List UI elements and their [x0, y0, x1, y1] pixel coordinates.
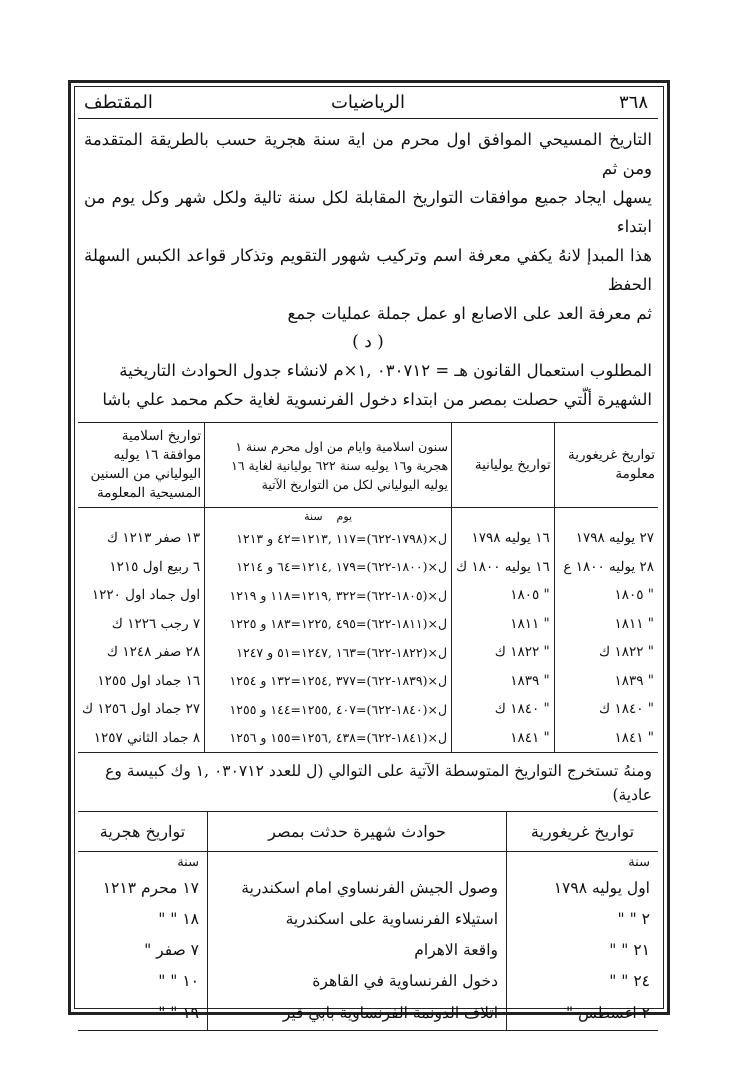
gregorian-cell: ٢٨ يوليه ١٨٠٠ ع: [563, 558, 654, 575]
intro-line: ثم معرفة العد على الاصابع او عمل جملة عمليات جمع: [287, 304, 652, 323]
table-row: [78, 610, 658, 639]
julian-cell: " ١٨٠٥: [452, 581, 555, 610]
gregorian-cell: ٢٤ " ": [609, 971, 650, 990]
table-row: [78, 553, 658, 582]
unit-year: سنة: [304, 509, 323, 523]
intro-line: التاريخ المسيحي الموافق اول محرم من اية سنة هجرية حسب بالطريقة المتقدمة ومن ثم: [84, 130, 652, 178]
table-row: [78, 903, 658, 934]
conversion-table: [78, 422, 658, 753]
event-cell: وصول الجيش الفرنساوي امام اسكندرية: [208, 872, 507, 903]
section-label: ( د ): [352, 332, 384, 352]
table-row: [78, 638, 658, 667]
gregorian-cell: ٢ " ": [617, 909, 650, 928]
col-julian-header: تواريخ يوليانية: [452, 423, 555, 508]
journal-name: المقتطف: [84, 92, 153, 113]
gregorian-cell: " ١٨٢٢ ك: [599, 644, 654, 661]
julian-cell: " ١٨٤٠ ك: [452, 695, 555, 724]
hijri-cell: ١٠ " ": [78, 965, 208, 996]
unit-year: سنة: [78, 852, 208, 873]
hijri-cell: اول جماد اول ١٢٢٠: [78, 581, 205, 610]
gregorian-cell: " ١٨٣٩: [614, 672, 654, 689]
hijri-cell: ٦ ربيع اول ١٢١٥: [78, 553, 205, 582]
table-row: [78, 872, 658, 903]
table-row: [78, 934, 658, 965]
intro-paragraph: [78, 119, 658, 328]
task-line: المطلوب استعمال القانون هـ = ٠٣٠٧١٢ ,١×م لانشاء جدول الحوادث التاريخية: [119, 361, 652, 380]
events-table: [78, 811, 658, 1031]
calc-cell: ل×(١٨٣٩-٦٢٢)=٣٧٧ ,١٢٥٤=١٣٢ و ١٢٥٤: [205, 667, 452, 696]
table-row: [78, 667, 658, 696]
event-cell: اتلاف الدونمة الفرنساوية بابي قير: [208, 996, 507, 1031]
section-title: الرياضيات: [330, 92, 406, 113]
hijri-cell: ٧ صفر ": [78, 934, 208, 965]
intro-line: يسهل ايجاد جميع موافقات التواريخ المقابلة لكل سنة تالية ولكل شهر وكل يوم من ابتداء: [84, 188, 652, 236]
calc-cell: ل×(١٨٠٥-٦٢٢)=٣٢٢ ,١٢١٩=١١٨ و ١٢١٩: [205, 581, 452, 610]
gregorian-cell: " ١٨١١: [614, 615, 654, 632]
col-gregorian-header: تواريخ غريغورية: [507, 812, 659, 852]
col-gregorian-header: تواريخ غريغورية معلومة: [554, 423, 658, 508]
units-label: [205, 508, 452, 525]
hijri-cell: ١٦ جماد اول ١٢٥٥: [78, 667, 205, 696]
gregorian-cell: ٢١ " ": [609, 940, 650, 959]
table-row: [78, 695, 658, 724]
event-cell: دخول الفرنساوية في القاهرة: [208, 965, 507, 996]
calc-cell: ل×(١٨١١-٦٢٢)=٤٩٥ ,١٢٢٥=١٨٣ و ١٢٢٥: [205, 610, 452, 639]
julian-cell: " ١٨٤١: [452, 724, 555, 753]
gregorian-cell: ٢ اغسطس ": [507, 996, 659, 1031]
julian-cell: ١٦ يوليه ١٨٠٠ ك: [452, 553, 555, 582]
hijri-cell: ٢٨ صفر ١٢٤٨ ك: [78, 638, 205, 667]
hijri-cell: ٢٧ جماد اول ١٢٥٦ ك: [78, 695, 205, 724]
unit-year: سنة: [628, 854, 650, 870]
hijri-cell: ١٨ " ": [78, 903, 208, 934]
gregorian-cell: اول يوليه ١٧٩٨: [553, 878, 650, 897]
julian-cell: " ١٨٢٢ ك: [452, 638, 555, 667]
hijri-cell: ١٣ صفر ١٢١٣ ك: [78, 524, 205, 553]
julian-cell: " ١٨١١: [452, 610, 555, 639]
event-cell: استيلاء الفرنساوية على اسكندرية: [208, 903, 507, 934]
col-calc-header: سنون اسلامية وايام من اول محرم سنة ١ هجرية و١٦ يوليه سنة ٦٢٢ يوليانية لغاية ١٦ يوليه اليولياني لكل من التواريخ الآتية: [205, 423, 452, 508]
calc-cell: ل×(١٧٩٨-٦٢٢)=١١٧ ,١٢١٣=٤٢ و ١٢١٣: [205, 524, 452, 553]
table-row: [78, 996, 658, 1031]
hijri-cell: ١٧ محرم ١٢١٣: [78, 872, 208, 903]
intro-line: هذا المبدإ لانهُ يكفي معرفة اسم وتركيب شهور التقويم وتذكار قواعد الكبس السهلة الحفظ: [84, 246, 652, 294]
running-header: [78, 90, 658, 119]
col-hijri-header: تواريخ هجرية: [78, 812, 208, 852]
julian-cell: " ١٨٣٩: [452, 667, 555, 696]
table-note: ومنهُ تستخرج التواريخ المتوسطة الآتية على التوالي (ل للعدد ٠٣٠٧١٢ ,١ وك كبيسة وع عادية): [105, 762, 652, 804]
calc-cell: ل×(١٨٢٢-٦٢٢)=١٦٣ ,١٢٤٧=٥١ و ١٢٤٧: [205, 638, 452, 667]
table-row: [78, 581, 658, 610]
col-hijri-header: تواريخ اسلامية موافقة ١٦ يوليه اليولياني من السنين المسيحية المعلومة: [78, 423, 205, 508]
page-number: ٣٦٨: [618, 92, 648, 113]
hijri-cell: ٧ رجب ١٢٢٦ ك: [78, 610, 205, 639]
document-page: [78, 90, 658, 1022]
calc-cell: ل×(١٨٤٠-٦٢٢)=٤٠٧ ,١٢٥٥=١٤٤ و ١٢٥٥: [205, 695, 452, 724]
table-row: [78, 524, 658, 553]
julian-cell: ١٦ يوليه ١٧٩٨: [452, 524, 555, 553]
hijri-cell: ١٩ " ": [78, 996, 208, 1031]
gregorian-cell: " ١٨٠٥: [614, 587, 654, 604]
table-row: [78, 965, 658, 996]
gregorian-cell: ٢٧ يوليه ١٧٩٨: [575, 530, 654, 547]
calc-cell: ل×(١٨٤١-٦٢٢)=٤٣٨ ,١٢٥٦=١٥٥ و ١٢٥٦: [205, 724, 452, 753]
gregorian-cell: " ١٨٤٠ ك: [599, 701, 654, 718]
table-row: [78, 724, 658, 753]
calc-cell: ل×(١٨٠٠-٦٢٢)=١٧٩ ,١٢١٤=٦٤ و ١٢١٤: [205, 553, 452, 582]
task-line: الشهيرة ألّتي حصلت بمصر من ابتداء دخول الفرنسوية لغاية حكم محمد علي باشا: [102, 390, 652, 409]
event-cell: واقعة الاهرام: [208, 934, 507, 965]
col-events-header: حوادث شهيرة حدثت بمصر: [208, 812, 507, 852]
unit-day: يوم: [336, 509, 353, 523]
task-paragraph: [78, 356, 658, 414]
gregorian-cell: " ١٨٤١: [554, 724, 658, 753]
hijri-cell: ٨ جماد الثاني ١٢٥٧: [78, 724, 205, 753]
